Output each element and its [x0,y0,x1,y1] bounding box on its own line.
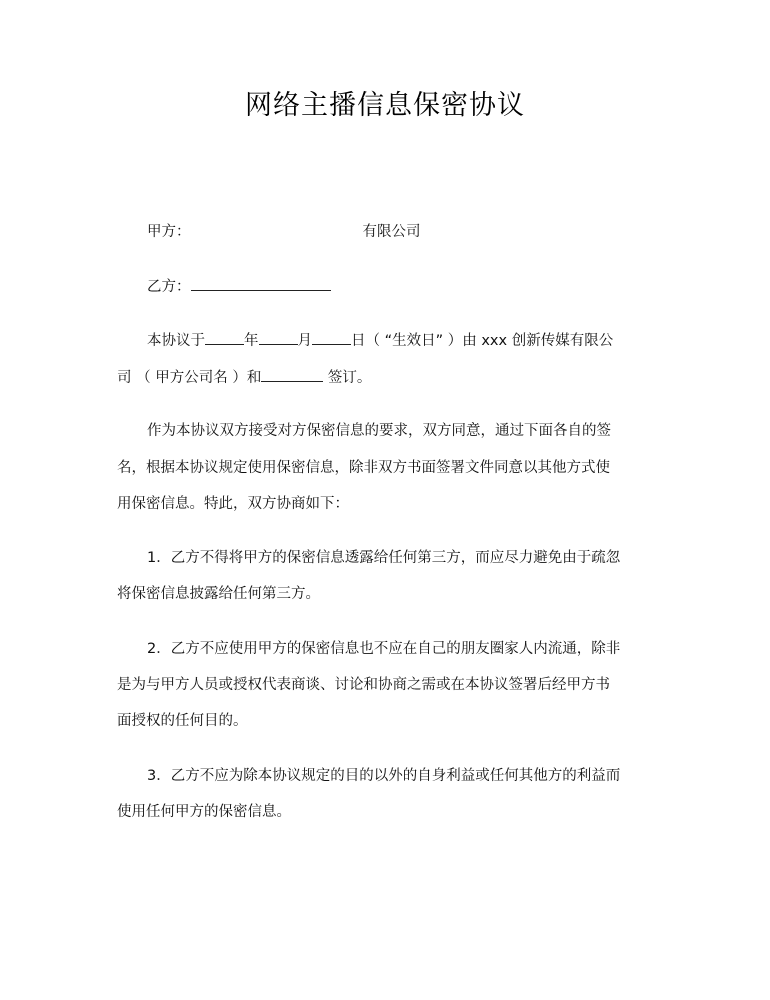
clause-2-line-1: 2．乙方不应使用甲方的保密信息也不应在自己的朋友圈家人内流通，除非 [147,641,621,657]
intro-line2-end: 签订。 [323,370,372,386]
day-and-party-text: 日（ “生效日” ）由 xxx 创新传媒有限公 [351,333,614,349]
clause-1-line-1: 1．乙方不得将甲方的保密信息透露给任何第三方，而应尽力避免由于疏忽 [147,550,621,566]
month-blank [259,330,298,345]
party-b-line [147,276,662,297]
document-title: 网络主播信息保密协议 [245,90,525,121]
party-a-label: 甲方： [147,224,191,240]
day-blank [312,330,351,345]
clause-1-line-2: 将保密信息披露给任何第三方。 [117,586,320,602]
purpose-line-1: 作为本协议双方接受对方保密信息的要求，双方同意，通过下面各自的签 [147,423,611,439]
party-a-line [147,222,662,242]
year-label: 年 [244,333,259,349]
intro-line-2 [117,367,662,388]
party-b-name-blank [261,367,323,382]
year-blank [205,330,244,345]
clause-3-line-2: 使用任何甲方的保密信息。 [117,804,291,820]
intro-line2-text: 司 （ 甲方公司名 ）和 [117,370,262,386]
clause-2-line-2: 是为与甲方人员或授权代表商谈、讨论和协商之需或在本协议签署后经甲方书 [117,677,610,693]
intro-line-1 [147,330,662,351]
party-b-blank [191,276,331,291]
party-a-company-suffix: 有限公司 [362,224,421,240]
clause-2-line-3: 面授权的任何目的。 [117,713,248,729]
purpose-line-2: 名，根据本协议规定使用保密信息，除非双方书面签署文件同意以其他方式使 [117,460,610,476]
party-b-label: 乙方： [147,279,191,295]
month-label: 月 [297,333,312,349]
intro-text: 本协议于 [147,333,205,349]
purpose-line-3: 用保密信息。特此，双方协商如下： [117,496,349,512]
clause-3-line-1: 3．乙方不应为除本协议规定的目的以外的自身利益或任何其他方的利益而 [147,768,621,784]
